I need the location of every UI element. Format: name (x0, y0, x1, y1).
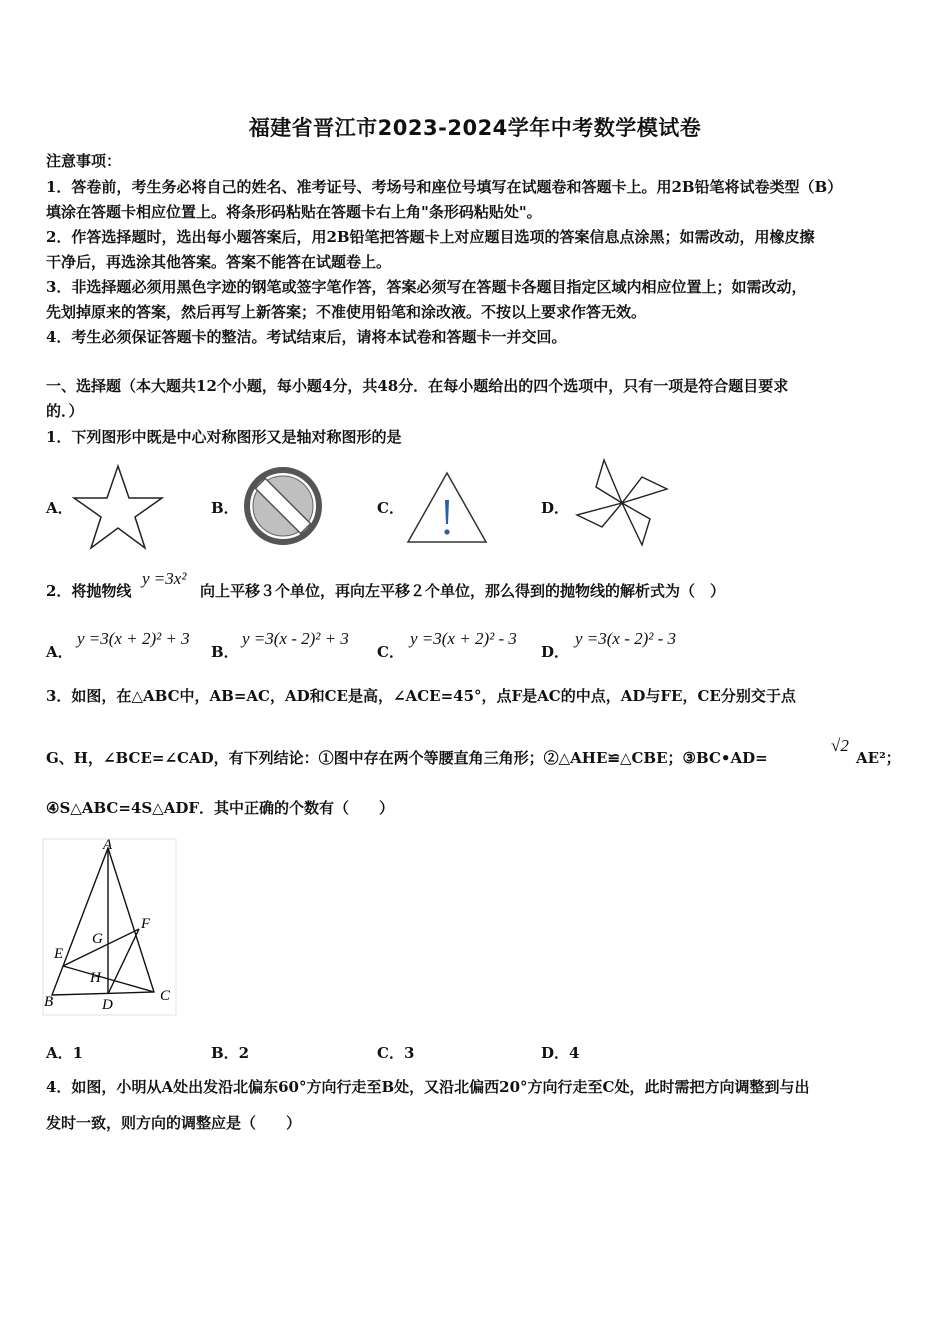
star-figure (72, 462, 164, 550)
pinwheel-figure (572, 457, 672, 549)
label-d: D (102, 997, 113, 1013)
notice-line: 先划掉原来的答案，然后再写上新答案；不准使用铅笔和涂改液。不按以上要求作答无效。 (46, 303, 647, 321)
label-h: H (90, 970, 101, 986)
q2-stem-end: 向上平移３个单位，再向左平移２个单位，那么得到的抛物线的解析式为（ ） (200, 582, 726, 600)
q4-stem-line2: 发时一致，则方向的调整应是（ ） (46, 1114, 302, 1132)
q2-option-d: y =3(x - 2)² - 3 (575, 629, 677, 648)
q3-option-a: A．1 (46, 1044, 84, 1062)
notice-line: 3．非选择题必须用黑色字迹的钢笔或签字笔作答，答案必须写在答题卡各题目指定区域内相应位置上；如需改动， (46, 278, 807, 296)
label-b: B (44, 994, 54, 1010)
q1-option-d-label: D． (541, 499, 570, 517)
label-f: F (141, 916, 151, 932)
q1-option-a-label: A． (46, 499, 73, 517)
label-c: C (160, 988, 171, 1004)
notice-line: 干净后，再选涂其他答案。答案不能答在试题卷上。 (46, 253, 392, 271)
label-a: A (103, 838, 113, 853)
q1-stem: 1．下列图形中既是中心对称图形又是轴对称图形的是 (46, 428, 402, 446)
q3-option-b: B．2 (211, 1044, 250, 1062)
q3-stem-line1: 3．如图，在△ABC中，AB=AC，AD和CE是高，∠ACE=45°，点F是AC的中点，AD与FE，CE分别交于点 (46, 687, 796, 705)
q3-sqrt2: √2 (831, 736, 849, 755)
notice-heading: 注意事项： (46, 152, 122, 170)
q3-stem-line3: ④S△ABC=4S△ADF．其中正确的个数有（ ） (46, 799, 395, 817)
q3-option-c: C．3 (377, 1044, 415, 1062)
q2-option-b-label: B． (211, 643, 239, 661)
section-heading-cont: 的．） (46, 402, 84, 420)
q2-option-b: y =3(x - 2)² + 3 (242, 629, 349, 648)
q2-option-c-label: C． (377, 643, 404, 661)
q3-stem-line2-end: AE²； (856, 749, 901, 767)
notice-line: 2．作答选择题时，选出每小题答案后，用2B铅笔把答题卡上对应题目选项的答案信息点涂黑；如需改动，用橡皮擦 (46, 228, 815, 246)
q1-option-b-label: B． (211, 499, 239, 517)
q3-stem-line2: G、H，∠BCE=∠CAD，有下列结论：①图中存在两个等腰直角三角形；②△AHE≌△CBE；③BC•AD= (46, 749, 768, 767)
notice-line: 1．答卷前，考生务必将自己的姓名、准考证号、考场号和座位号填写在试题卷和答题卡上。用2B铅笔将试卷类型（B） (46, 178, 843, 196)
q4-stem-line1: 4．如图，小明从A处出发沿北偏东60°方向行走至B处，又沿北偏西20°方向行走至C处，此时需把方向调整到与出 (46, 1078, 810, 1096)
q2-option-c: y =3(x + 2)² - 3 (410, 629, 517, 648)
label-g: G (92, 931, 103, 947)
notice-line: 填涂在答题卡相应位置上。将条形码粘贴在答题卡右上角"条形码粘贴处"。 (46, 203, 542, 221)
q2-option-a: y =3(x + 2)² + 3 (77, 629, 190, 648)
q1-option-c-label: C． (377, 499, 404, 517)
q2-option-a-label: A． (46, 643, 73, 661)
q2-option-d-label: D． (541, 643, 570, 661)
page-title: 福建省晋江市2023-2024学年中考数学模试卷 (248, 116, 702, 140)
q3-triangle-figure (42, 838, 178, 1018)
section-heading: 一、选择题（本大题共12个小题，每小题4分，共48分．在每小题给出的四个选项中，只有一项是符合题目要求 (46, 377, 789, 395)
warning-triangle-figure (405, 470, 489, 546)
notice-line: 4．考生必须保证答题卡的整洁。考试结束后，请将本试卷和答题卡一并交回。 (46, 328, 567, 346)
q2-formula: y =3x² (142, 569, 187, 588)
prohibition-sign-figure (242, 465, 324, 547)
q3-option-d: D．4 (541, 1044, 580, 1062)
q2-stem-start: 2．将抛物线 (46, 582, 132, 600)
label-e: E (54, 946, 64, 962)
